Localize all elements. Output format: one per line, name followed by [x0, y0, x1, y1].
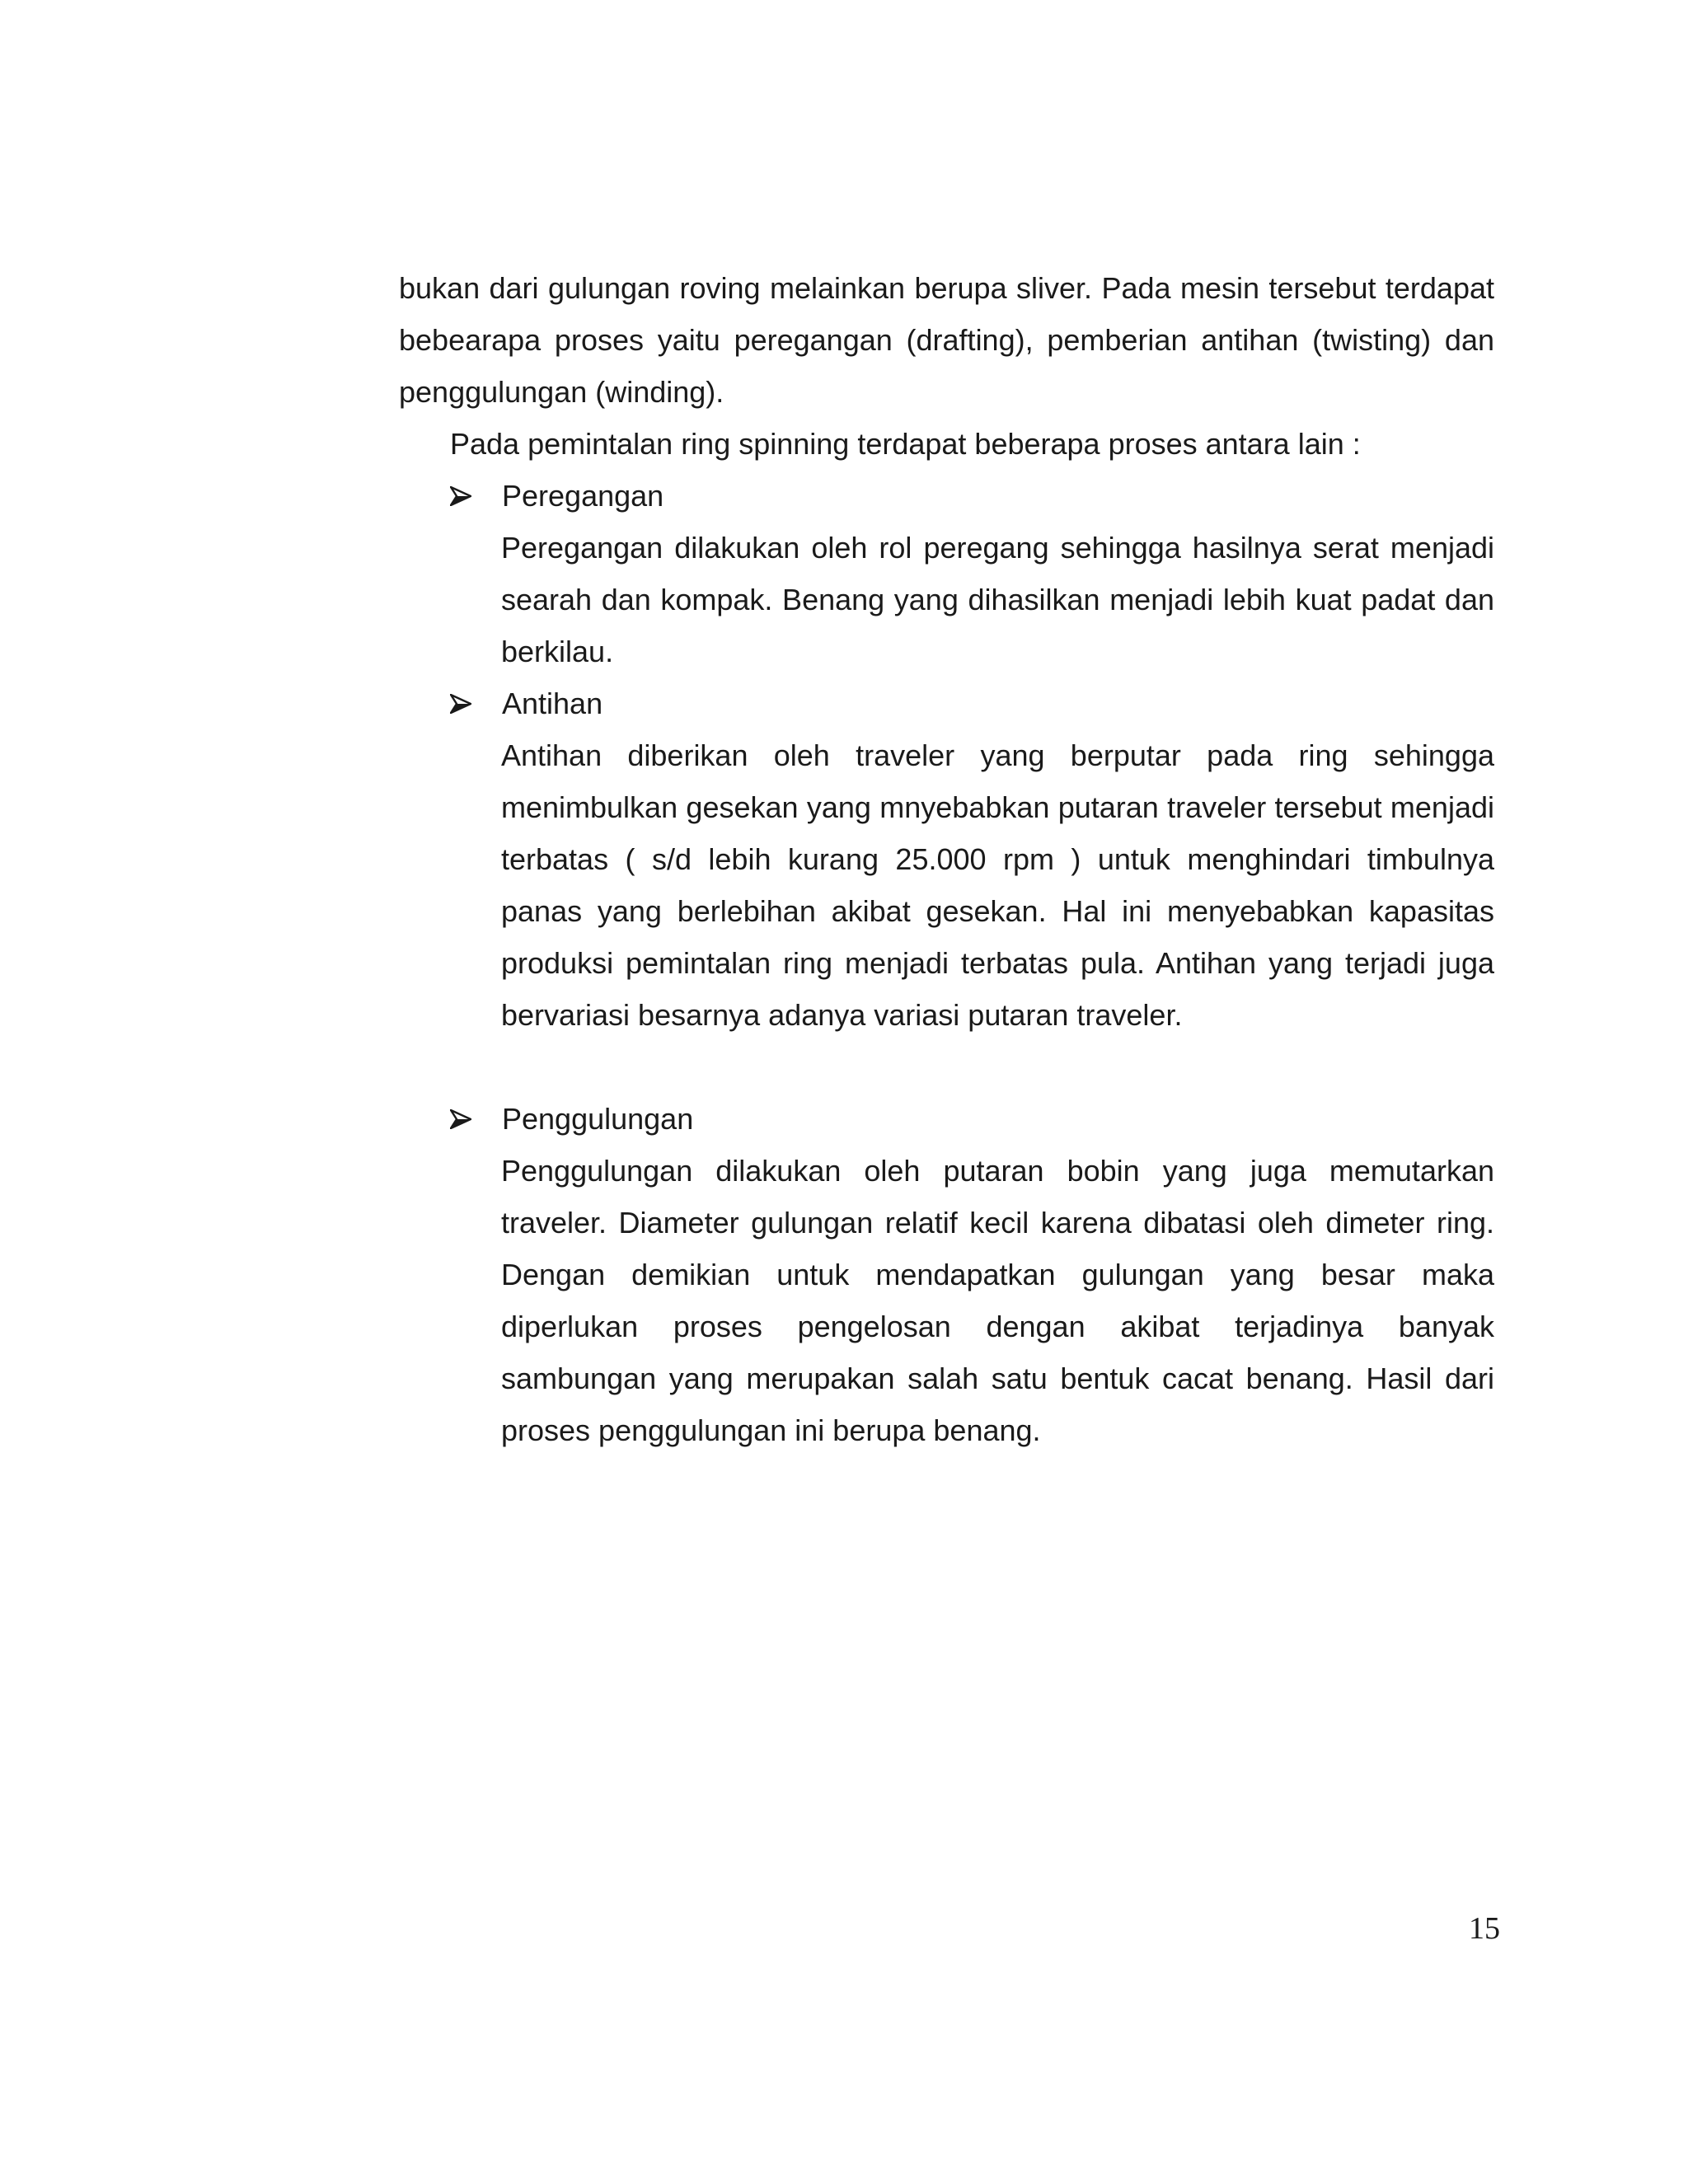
section-heading: Antihan	[502, 687, 603, 720]
section-heading: Penggulungan	[502, 1102, 694, 1136]
page-number: 15	[1469, 1911, 1500, 1946]
section-antihan	[399, 677, 1494, 1041]
blank-line	[399, 1041, 1494, 1093]
section-heading-row	[399, 677, 1494, 729]
arrowhead-bullet-icon	[450, 470, 483, 522]
arrowhead-bullet-icon	[450, 677, 483, 729]
section-body: Penggulungan dilakukan oleh putaran bobin yang juga memutarkan traveler. Diameter gulungan relatif kecil karena dibatasi oleh dimeter ring. Dengan demikian untuk mendapatkan gulungan yang besar maka diperlukan proses pengelosan dengan akibat terjadinya banyak sambungan yang merupakan salah satu bentuk cacat benang. Hasil dari proses penggulungan ini berupa benang.	[501, 1154, 1494, 1447]
section-heading-row	[399, 470, 1494, 522]
section-heading-row	[399, 1093, 1494, 1145]
arrowhead-bullet-icon	[450, 1093, 483, 1145]
section-body: Peregangan dilakukan oleh rol peregang sehingga hasilnya serat menjadi searah dan kompak. Benang yang dihasilkan menjadi lebih kuat padat dan berkilau.	[501, 531, 1494, 668]
lead-in-sentence: Pada pemintalan ring spinning terdapat beberapa proses antara lain :	[450, 427, 1361, 461]
intro-paragraph: bukan dari gulungan roving melainkan berupa sliver. Pada mesin tersebut terdapat bebearapa proses yaitu peregangan (drafting), pemberian antihan (twisting) dan penggulungan (winding).	[399, 271, 1494, 409]
section-peregangan	[399, 470, 1494, 677]
section-penggulungan	[399, 1093, 1494, 1456]
page-content	[399, 262, 1494, 1456]
section-heading: Peregangan	[502, 479, 664, 513]
section-body: Antihan diberikan oleh traveler yang berputar pada ring sehingga menimbulkan gesekan yang mnyebabkan putaran traveler tersebut menjadi terbatas ( s/d lebih kurang 25.000 rpm ) untuk menghindari timbulnya panas yang berlebihan akibat gesekan. Hal ini menyebabkan kapasitas produksi pemintalan ring menjadi terbatas pula. Antihan yang terjadi juga bervariasi besarnya adanya variasi putaran traveler.	[501, 738, 1494, 1032]
